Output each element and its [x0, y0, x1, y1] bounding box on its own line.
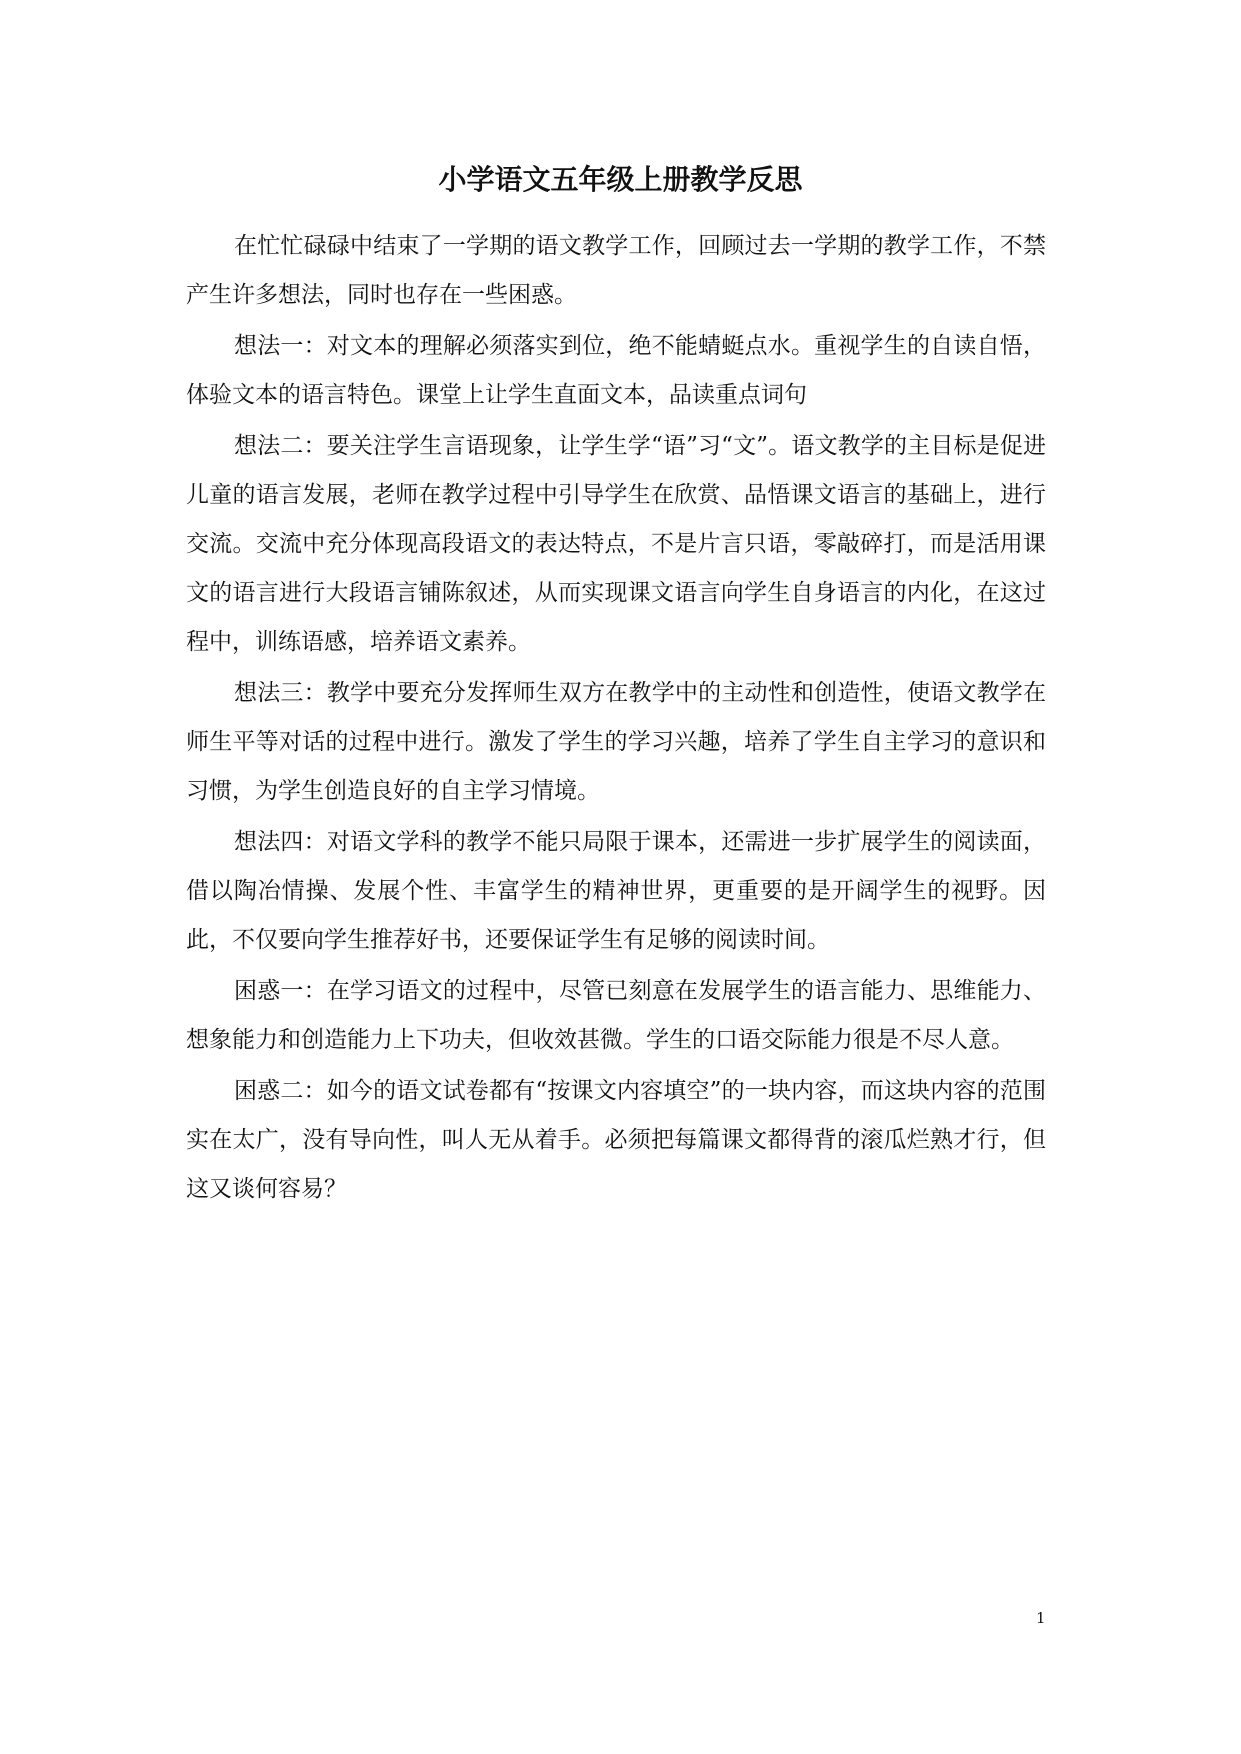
page-number: 1 [1036, 1609, 1046, 1627]
paragraph-idea-4: 想法四：对语文学科的教学不能只局限于课本，还需进一步扩展学生的阅读面，借以陶冶情操、发展个性、丰富学生的精神世界，更重要的是开阔学生的视野。因此，不仅要向学生推荐好书，还要保证学生有足够的阅读时间。 [186, 829, 1046, 953]
paragraph-confusion-2: 困惑二：如今的语文试卷都有“按课文内容填空”的一块内容，而这块内容的范围实在太广，没有导向性，叫人无从着手。必须把每篇课文都得背的滚瓜烂熟才行，但这又谈何容易？ [186, 1078, 1046, 1202]
paragraph-intro: 在忙忙碌碌中结束了一学期的语文教学工作，回顾过去一学期的教学工作，不禁产生许多想法，同时也存在一些困惑。 [186, 233, 1046, 308]
paragraph-idea-3: 想法三：教学中要充分发挥师生双方在教学中的主动性和创造性，使语文教学在师生平等对话的过程中进行。激发了学生的学习兴趣，培养了学生自主学习的意识和习惯，为学生创造良好的自主学习情境。 [186, 680, 1046, 804]
document-body [186, 222, 1046, 1216]
paragraph-confusion-1: 困惑一：在学习语文的过程中，尽管已刻意在发展学生的语言能力、思维能力、想象能力和创造能力上下功夫，但收效甚微。学生的口语交际能力很是不尽人意。 [186, 978, 1046, 1053]
document-title: 小学语文五年级上册教学反思 [438, 163, 803, 196]
paragraph-idea-2: 想法二：要关注学生言语现象，让学生学“语”习“文”。语文教学的主目标是促进儿童的语言发展，老师在教学过程中引导学生在欣赏、品悟课文语言的基础上，进行交流。交流中充分体现高段语文的表达特点，不是片言只语，零敲碎打，而是活用课文的语言进行大段语言铺陈叙述，从而实现课文语言向学生自身语言的内化，在这过程中，训练语感，培养语文素养。 [186, 433, 1046, 655]
paragraph-idea-1: 想法一：对文本的理解必须落实到位，绝不能蜻蜓点水。重视学生的自读自悟，体验文本的语言特色。课堂上让学生直面文本，品读重点词句 [186, 333, 1046, 408]
